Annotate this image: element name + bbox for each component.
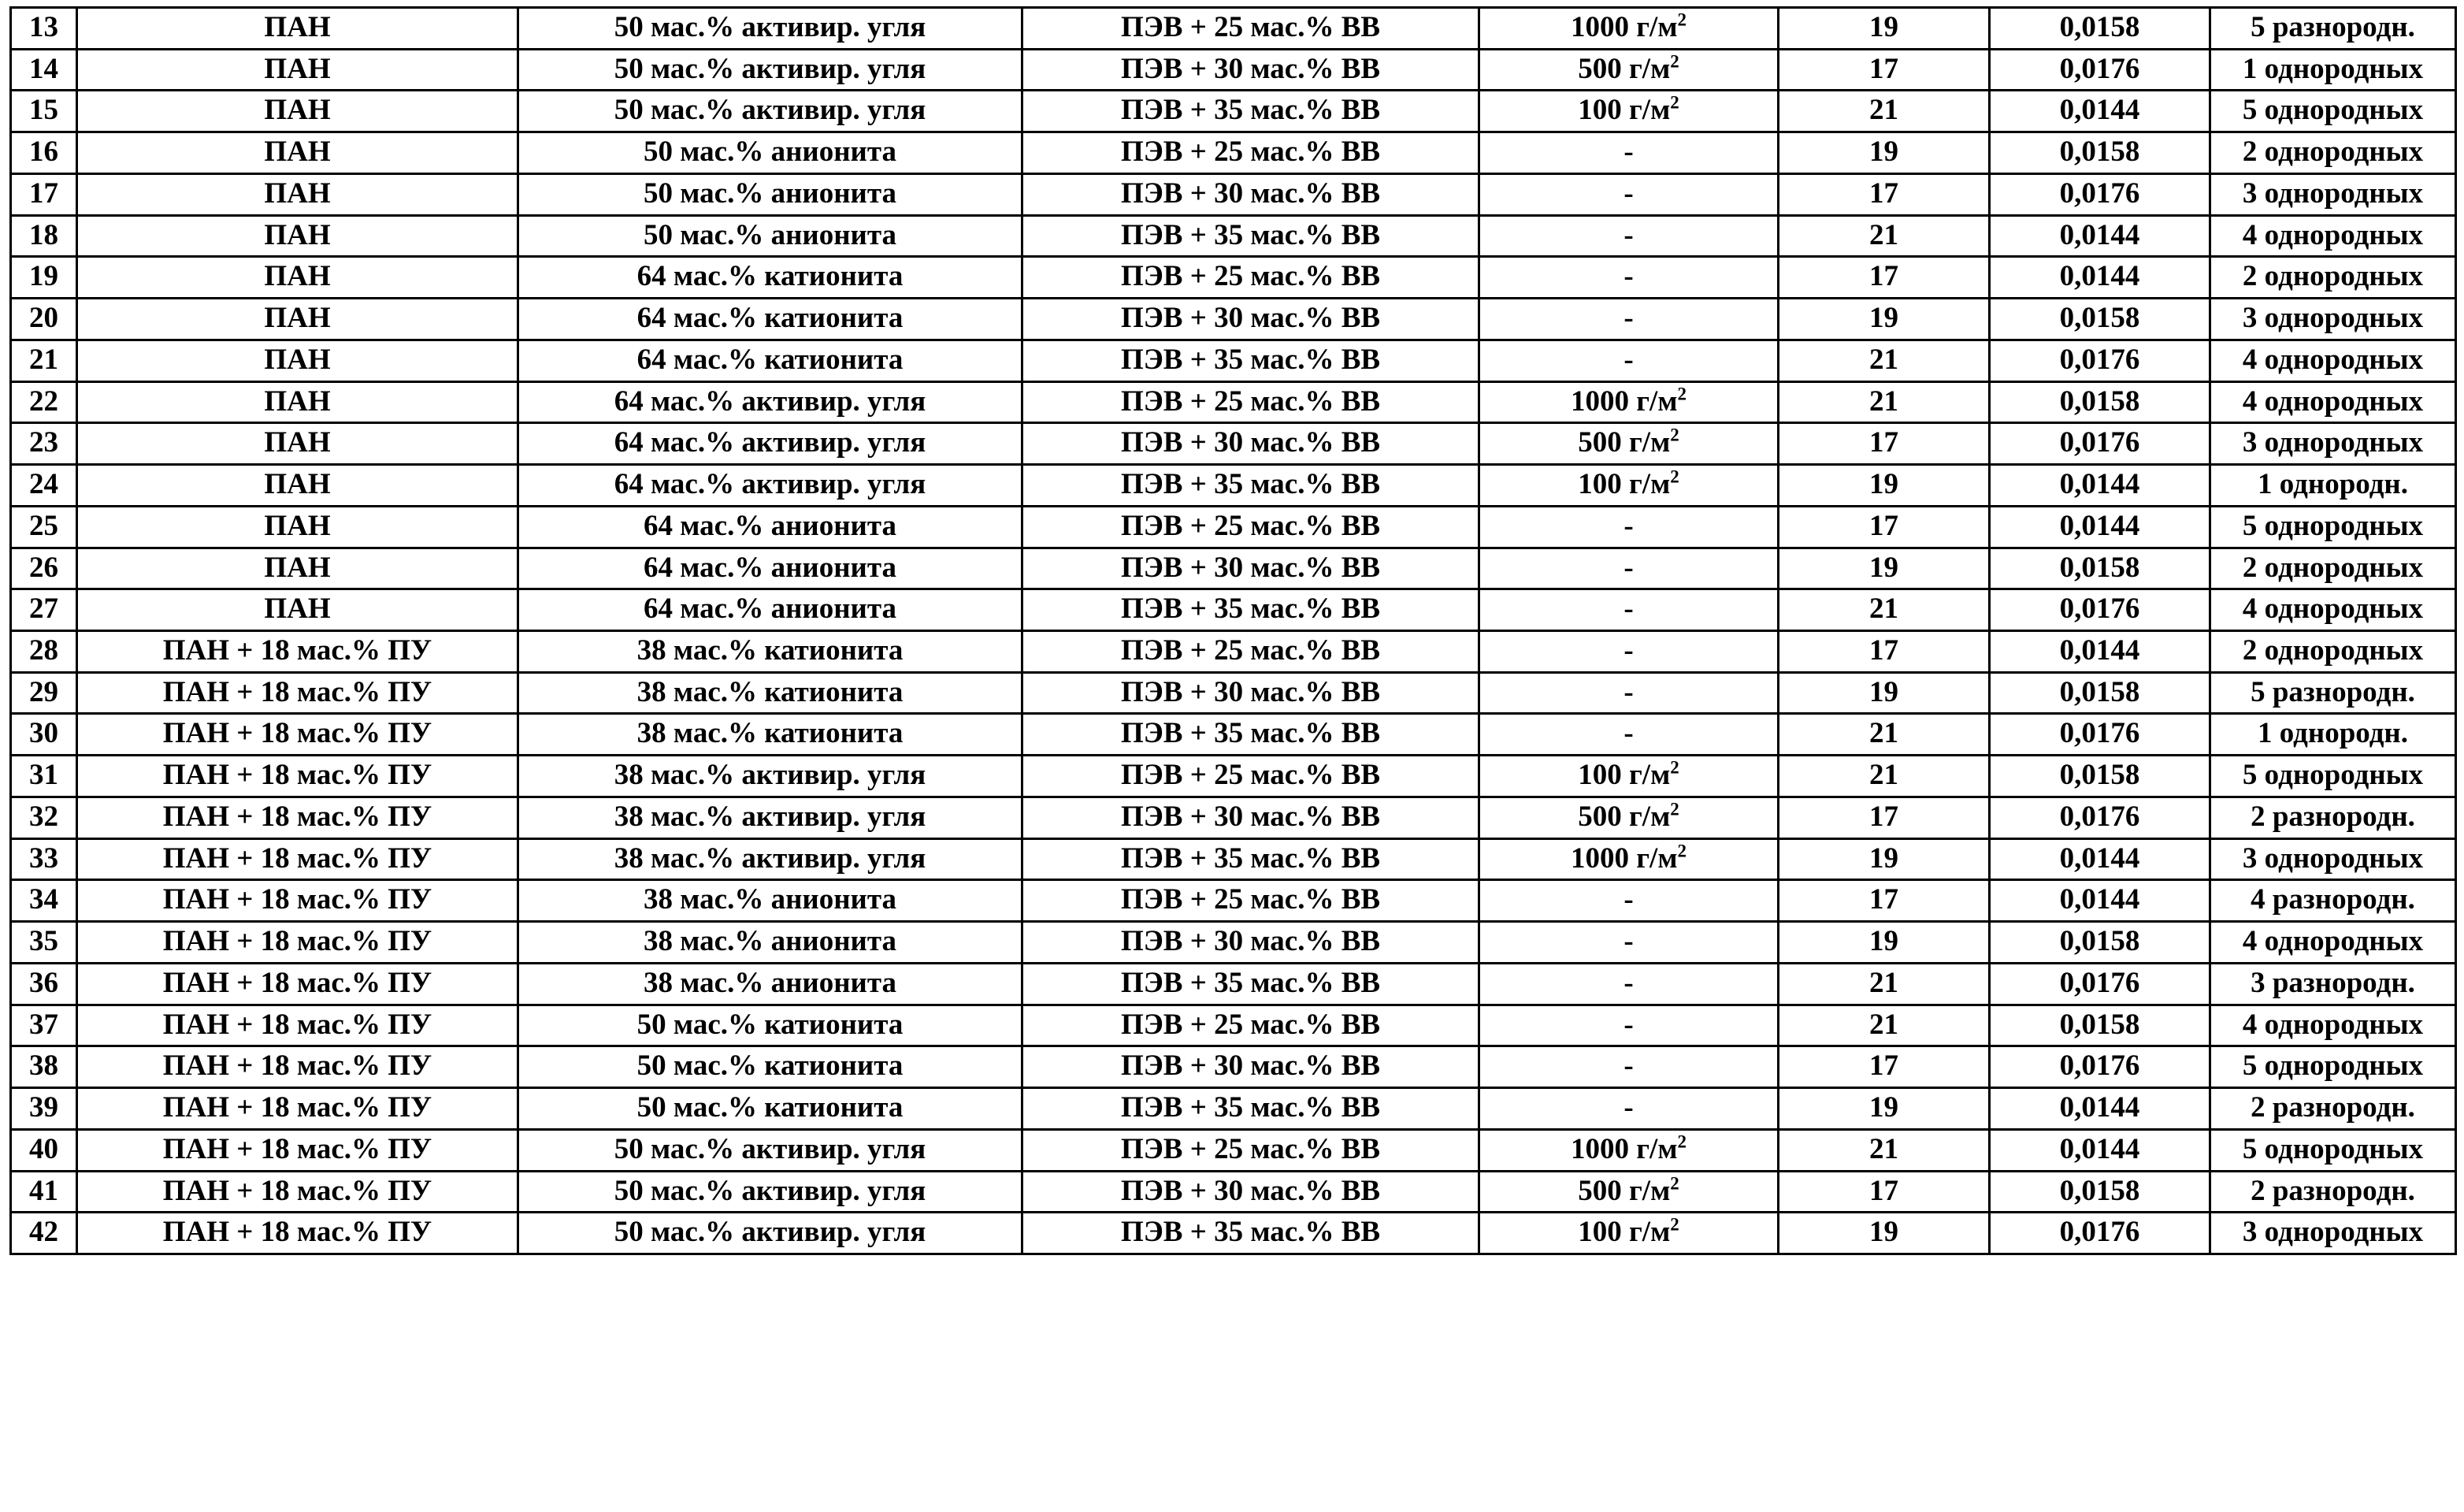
table-cell: 21 bbox=[1779, 589, 1990, 631]
table-cell: 0,0158 bbox=[1990, 299, 2210, 340]
table-cell: 17 bbox=[1779, 880, 1990, 922]
table-cell: 50 мас.% катионита bbox=[518, 1088, 1022, 1130]
table-row bbox=[11, 173, 2456, 215]
table-cell: 0,0144 bbox=[1990, 1129, 2210, 1171]
table-row bbox=[11, 465, 2456, 507]
table-cell: 5 разнородн. bbox=[2210, 672, 2456, 714]
table-cell: 3 разнородн. bbox=[2210, 963, 2456, 1005]
table-cell: 15 bbox=[11, 91, 77, 132]
table-cell: 64 мас.% активир. угля bbox=[518, 465, 1022, 507]
table-cell: 22 bbox=[11, 381, 77, 423]
table-cell: ПАН + 18 мас.% ПУ bbox=[77, 756, 518, 797]
table-cell: 1 однородн. bbox=[2210, 465, 2456, 507]
table-cell: 38 мас.% анионита bbox=[518, 963, 1022, 1005]
table-cell: ПАН bbox=[77, 548, 518, 589]
table-cell: 0,0176 bbox=[1990, 714, 2210, 756]
table-cell: ПАН bbox=[77, 589, 518, 631]
table-cell: 1000 $г/м^2$ bbox=[1479, 838, 1779, 880]
table-row bbox=[11, 132, 2456, 174]
table-cell: 1000 $г/м^2$ bbox=[1479, 1129, 1779, 1171]
table-cell: ПАН bbox=[77, 299, 518, 340]
table-cell: 19 bbox=[1779, 8, 1990, 50]
table-cell: 4 однородных bbox=[2210, 922, 2456, 964]
table-row bbox=[11, 589, 2456, 631]
table-cell: 0,0144 bbox=[1990, 91, 2210, 132]
table-cell: 100 $г/м^2$ bbox=[1479, 756, 1779, 797]
table-cell: 21 bbox=[11, 340, 77, 381]
table-cell: 17 bbox=[1779, 173, 1990, 215]
table-cell: 32 bbox=[11, 797, 77, 838]
table-row bbox=[11, 672, 2456, 714]
table-cell: ПЭВ + 30 мас.% ВВ bbox=[1022, 1046, 1479, 1088]
table-cell: 64 мас.% анионита bbox=[518, 589, 1022, 631]
table-cell: 19 bbox=[1779, 299, 1990, 340]
table-cell: ПАН + 18 мас.% ПУ bbox=[77, 1129, 518, 1171]
table-cell: 500 $г/м^2$ bbox=[1479, 423, 1779, 465]
table-cell: - bbox=[1479, 880, 1779, 922]
table-cell: 28 bbox=[11, 631, 77, 673]
table-row bbox=[11, 340, 2456, 381]
table-row bbox=[11, 1171, 2456, 1213]
table-cell: 0,0158 bbox=[1990, 1171, 2210, 1213]
table-cell: 0,0158 bbox=[1990, 1005, 2210, 1046]
table-cell: 3 однородных bbox=[2210, 838, 2456, 880]
table-cell: 3 однородных bbox=[2210, 173, 2456, 215]
table-cell: 0,0176 bbox=[1990, 49, 2210, 91]
table-cell: - bbox=[1479, 340, 1779, 381]
table-cell: ПАН bbox=[77, 215, 518, 257]
table-cell: 0,0144 bbox=[1990, 838, 2210, 880]
table-cell: ПЭВ + 25 мас.% ВВ bbox=[1022, 756, 1479, 797]
table-cell: 17 bbox=[1779, 1171, 1990, 1213]
table-cell: 1000 $г/м^2$ bbox=[1479, 8, 1779, 50]
table-cell: 19 bbox=[1779, 838, 1990, 880]
table-cell: 2 разнородн. bbox=[2210, 1088, 2456, 1130]
table-cell: 50 мас.% активир. угля bbox=[518, 8, 1022, 50]
table-cell: 0,0144 bbox=[1990, 257, 2210, 299]
table-cell: 19 bbox=[1779, 1088, 1990, 1130]
table-row bbox=[11, 381, 2456, 423]
table-cell: 64 мас.% анионита bbox=[518, 548, 1022, 589]
table-cell: ПЭВ + 35 мас.% ВВ bbox=[1022, 963, 1479, 1005]
table-cell: ПАН bbox=[77, 8, 518, 50]
table-cell: 100 $г/м^2$ bbox=[1479, 1213, 1779, 1254]
table-cell: 35 bbox=[11, 922, 77, 964]
table-cell: 38 мас.% анионита bbox=[518, 880, 1022, 922]
table-cell: 4 однородных bbox=[2210, 1005, 2456, 1046]
table-cell: 13 bbox=[11, 8, 77, 50]
table-cell: ПЭВ + 30 мас.% ВВ bbox=[1022, 1171, 1479, 1213]
table-cell: 24 bbox=[11, 465, 77, 507]
table-cell: 0,0158 bbox=[1990, 756, 2210, 797]
table-cell: ПЭВ + 35 мас.% ВВ bbox=[1022, 465, 1479, 507]
table-cell: - bbox=[1479, 1088, 1779, 1130]
table-row bbox=[11, 49, 2456, 91]
table-cell: 50 мас.% анионита bbox=[518, 173, 1022, 215]
table-cell: 17 bbox=[1779, 1046, 1990, 1088]
table-cell: ПЭВ + 25 мас.% ВВ bbox=[1022, 631, 1479, 673]
table-cell: ПАН bbox=[77, 506, 518, 548]
table-cell: ПАН bbox=[77, 340, 518, 381]
table-cell: - bbox=[1479, 299, 1779, 340]
table-cell: 50 мас.% активир. угля bbox=[518, 1129, 1022, 1171]
document-page bbox=[0, 6, 2464, 1512]
table-cell: 0,0176 bbox=[1990, 963, 2210, 1005]
table-cell: 64 мас.% активир. угля bbox=[518, 381, 1022, 423]
table-cell: ПЭВ + 30 мас.% ВВ bbox=[1022, 672, 1479, 714]
table-cell: ПАН bbox=[77, 91, 518, 132]
table-row bbox=[11, 797, 2456, 838]
table-cell: 38 мас.% катионита bbox=[518, 672, 1022, 714]
table-cell: 19 bbox=[1779, 132, 1990, 174]
table-cell: 1 однородн. bbox=[2210, 714, 2456, 756]
table-cell: 4 однородных bbox=[2210, 381, 2456, 423]
table-cell: 2 однородных bbox=[2210, 132, 2456, 174]
table-cell: ПЭВ + 25 мас.% ВВ bbox=[1022, 8, 1479, 50]
table-cell: 18 bbox=[11, 215, 77, 257]
table-cell: ПЭВ + 25 мас.% ВВ bbox=[1022, 132, 1479, 174]
table-cell: ПЭВ + 35 мас.% ВВ bbox=[1022, 340, 1479, 381]
table-cell: 21 bbox=[1779, 714, 1990, 756]
table-cell: 26 bbox=[11, 548, 77, 589]
table-cell: 50 мас.% анионита bbox=[518, 132, 1022, 174]
table-row bbox=[11, 714, 2456, 756]
table-cell: 38 мас.% анионита bbox=[518, 922, 1022, 964]
table-cell: ПАН bbox=[77, 423, 518, 465]
table-cell: ПЭВ + 25 мас.% ВВ bbox=[1022, 1005, 1479, 1046]
table-cell: 21 bbox=[1779, 215, 1990, 257]
table-cell: 3 однородных bbox=[2210, 423, 2456, 465]
table-cell: 36 bbox=[11, 963, 77, 1005]
table-cell: 0,0158 bbox=[1990, 672, 2210, 714]
table-row bbox=[11, 756, 2456, 797]
table-cell: ПАН + 18 мас.% ПУ bbox=[77, 1088, 518, 1130]
table-cell: 25 bbox=[11, 506, 77, 548]
table-row bbox=[11, 299, 2456, 340]
table-cell: 41 bbox=[11, 1171, 77, 1213]
table-cell: 500 $г/м^2$ bbox=[1479, 1171, 1779, 1213]
table-cell: 33 bbox=[11, 838, 77, 880]
table-cell: ПАН + 18 мас.% ПУ bbox=[77, 1171, 518, 1213]
table-cell: 1 однородных bbox=[2210, 49, 2456, 91]
table-cell: 17 bbox=[1779, 423, 1990, 465]
table-row bbox=[11, 1129, 2456, 1171]
table-cell: ПЭВ + 25 мас.% ВВ bbox=[1022, 880, 1479, 922]
table-cell: 19 bbox=[1779, 465, 1990, 507]
table-cell: 4 однородных bbox=[2210, 340, 2456, 381]
table-cell: ПАН + 18 мас.% ПУ bbox=[77, 838, 518, 880]
table-cell: 30 bbox=[11, 714, 77, 756]
table-cell: 34 bbox=[11, 880, 77, 922]
table-cell: ПАН bbox=[77, 257, 518, 299]
table-cell: 500 $г/м^2$ bbox=[1479, 49, 1779, 91]
table-cell: 2 разнородн. bbox=[2210, 1171, 2456, 1213]
table-cell: 37 bbox=[11, 1005, 77, 1046]
table-cell: 0,0158 bbox=[1990, 132, 2210, 174]
table-cell: 42 bbox=[11, 1213, 77, 1254]
table-cell: 64 мас.% катионита bbox=[518, 340, 1022, 381]
table-cell: 16 bbox=[11, 132, 77, 174]
table-cell: 0,0176 bbox=[1990, 589, 2210, 631]
table-cell: 19 bbox=[1779, 672, 1990, 714]
table-cell: ПЭВ + 35 мас.% ВВ bbox=[1022, 714, 1479, 756]
table-cell: ПЭВ + 35 мас.% ВВ bbox=[1022, 215, 1479, 257]
table-cell: 0,0176 bbox=[1990, 797, 2210, 838]
table-cell: 17 bbox=[1779, 506, 1990, 548]
table-row bbox=[11, 8, 2456, 50]
table-cell: 100 $г/м^2$ bbox=[1479, 91, 1779, 132]
table-cell: 50 мас.% активир. угля bbox=[518, 49, 1022, 91]
table-cell: - bbox=[1479, 506, 1779, 548]
table-cell: 0,0144 bbox=[1990, 506, 2210, 548]
table-cell: 17 bbox=[1779, 257, 1990, 299]
table-cell: - bbox=[1479, 132, 1779, 174]
table-cell: - bbox=[1479, 963, 1779, 1005]
table-cell: 50 мас.% активир. угля bbox=[518, 1171, 1022, 1213]
table-cell: 21 bbox=[1779, 1005, 1990, 1046]
table-cell: 38 мас.% активир. угля bbox=[518, 838, 1022, 880]
table-cell: 38 мас.% активир. угля bbox=[518, 797, 1022, 838]
table-cell: 5 однородных bbox=[2210, 506, 2456, 548]
table-row bbox=[11, 423, 2456, 465]
table-cell: 19 bbox=[11, 257, 77, 299]
table-cell: 21 bbox=[1779, 340, 1990, 381]
table-row bbox=[11, 215, 2456, 257]
table-row bbox=[11, 880, 2456, 922]
table-cell: ПАН bbox=[77, 132, 518, 174]
table-cell: 64 мас.% активир. угля bbox=[518, 423, 1022, 465]
table-cell: 50 мас.% активир. угля bbox=[518, 91, 1022, 132]
table-cell: ПАН bbox=[77, 465, 518, 507]
table-cell: 0,0158 bbox=[1990, 381, 2210, 423]
table-cell: - bbox=[1479, 714, 1779, 756]
table-cell: ПЭВ + 30 мас.% ВВ bbox=[1022, 299, 1479, 340]
table-cell: - bbox=[1479, 589, 1779, 631]
table-cell: - bbox=[1479, 922, 1779, 964]
table-cell: 38 bbox=[11, 1046, 77, 1088]
data-table bbox=[9, 6, 2457, 1255]
table-row bbox=[11, 506, 2456, 548]
table-cell: ПЭВ + 25 мас.% ВВ bbox=[1022, 381, 1479, 423]
table-cell: 38 мас.% активир. угля bbox=[518, 756, 1022, 797]
table-cell: 0,0176 bbox=[1990, 1213, 2210, 1254]
table-cell: ПЭВ + 35 мас.% ВВ bbox=[1022, 91, 1479, 132]
table-cell: 5 однородных bbox=[2210, 1046, 2456, 1088]
table-cell: ПЭВ + 30 мас.% ВВ bbox=[1022, 423, 1479, 465]
table-cell: 5 однородных bbox=[2210, 1129, 2456, 1171]
table-row bbox=[11, 257, 2456, 299]
table-cell: - bbox=[1479, 672, 1779, 714]
table-cell: 14 bbox=[11, 49, 77, 91]
table-cell: 2 однородных bbox=[2210, 631, 2456, 673]
table-row bbox=[11, 548, 2456, 589]
table-cell: - bbox=[1479, 1046, 1779, 1088]
table-cell: 64 мас.% катионита bbox=[518, 257, 1022, 299]
table-cell: ПАН + 18 мас.% ПУ bbox=[77, 797, 518, 838]
table-cell: 19 bbox=[1779, 548, 1990, 589]
table-cell: 3 однородных bbox=[2210, 299, 2456, 340]
table-cell: 0,0144 bbox=[1990, 1088, 2210, 1130]
table-cell: 5 однородных bbox=[2210, 91, 2456, 132]
table-cell: 2 однородных bbox=[2210, 548, 2456, 589]
table-cell: ПЭВ + 25 мас.% ВВ bbox=[1022, 1129, 1479, 1171]
table-cell: 0,0144 bbox=[1990, 465, 2210, 507]
table-cell: 21 bbox=[1779, 963, 1990, 1005]
table-cell: - bbox=[1479, 1005, 1779, 1046]
table-cell: 38 мас.% катионита bbox=[518, 631, 1022, 673]
table-cell: ПАН + 18 мас.% ПУ bbox=[77, 1046, 518, 1088]
table-cell: 20 bbox=[11, 299, 77, 340]
table-cell: 1000 $г/м^2$ bbox=[1479, 381, 1779, 423]
table-cell: ПЭВ + 25 мас.% ВВ bbox=[1022, 506, 1479, 548]
table-cell: 27 bbox=[11, 589, 77, 631]
table-cell: - bbox=[1479, 631, 1779, 673]
table-cell: 23 bbox=[11, 423, 77, 465]
table-cell: 39 bbox=[11, 1088, 77, 1130]
table-cell: 0,0158 bbox=[1990, 548, 2210, 589]
table-cell: - bbox=[1479, 215, 1779, 257]
table-cell: ПЭВ + 30 мас.% ВВ bbox=[1022, 49, 1479, 91]
table-cell: 0,0144 bbox=[1990, 215, 2210, 257]
table-cell: 50 мас.% анионита bbox=[518, 215, 1022, 257]
table-cell: 0,0158 bbox=[1990, 8, 2210, 50]
table-row bbox=[11, 963, 2456, 1005]
table-cell: 50 мас.% катионита bbox=[518, 1005, 1022, 1046]
table-cell: - bbox=[1479, 173, 1779, 215]
table-cell: ПЭВ + 35 мас.% ВВ bbox=[1022, 589, 1479, 631]
table-cell: 21 bbox=[1779, 756, 1990, 797]
table-cell: ПАН + 18 мас.% ПУ bbox=[77, 1213, 518, 1254]
table-cell: 0,0144 bbox=[1990, 631, 2210, 673]
table-cell: 64 мас.% анионита bbox=[518, 506, 1022, 548]
table-row bbox=[11, 922, 2456, 964]
table-cell: ПЭВ + 30 мас.% ВВ bbox=[1022, 173, 1479, 215]
table-cell: ПЭВ + 35 мас.% ВВ bbox=[1022, 838, 1479, 880]
table-cell: 0,0176 bbox=[1990, 340, 2210, 381]
table-cell: ПЭВ + 30 мас.% ВВ bbox=[1022, 797, 1479, 838]
table-cell: ПАН + 18 мас.% ПУ bbox=[77, 631, 518, 673]
table-cell: ПАН + 18 мас.% ПУ bbox=[77, 922, 518, 964]
table-cell: 0,0176 bbox=[1990, 423, 2210, 465]
table-cell: ПАН + 18 мас.% ПУ bbox=[77, 963, 518, 1005]
table-cell: - bbox=[1479, 257, 1779, 299]
table-cell: 19 bbox=[1779, 922, 1990, 964]
table-cell: 31 bbox=[11, 756, 77, 797]
table-cell: ПАН bbox=[77, 49, 518, 91]
table-cell: 3 однородных bbox=[2210, 1213, 2456, 1254]
table-cell: 38 мас.% катионита bbox=[518, 714, 1022, 756]
table-cell: 4 разнородн. bbox=[2210, 880, 2456, 922]
table-cell: 21 bbox=[1779, 91, 1990, 132]
table-cell: ПАН bbox=[77, 381, 518, 423]
table-cell: 17 bbox=[1779, 797, 1990, 838]
table-cell: 64 мас.% катионита bbox=[518, 299, 1022, 340]
table-cell: 2 однородных bbox=[2210, 257, 2456, 299]
table-cell: 5 разнородн. bbox=[2210, 8, 2456, 50]
table-cell: 50 мас.% активир. угля bbox=[518, 1213, 1022, 1254]
table-cell: ПАН + 18 мас.% ПУ bbox=[77, 880, 518, 922]
table-row bbox=[11, 1046, 2456, 1088]
table-row bbox=[11, 631, 2456, 673]
table-row bbox=[11, 1005, 2456, 1046]
table-cell: ПЭВ + 30 мас.% ВВ bbox=[1022, 922, 1479, 964]
table-cell: 50 мас.% катионита bbox=[518, 1046, 1022, 1088]
table-cell: ПАН + 18 мас.% ПУ bbox=[77, 714, 518, 756]
table-body bbox=[11, 8, 2456, 1254]
table-cell: ПЭВ + 25 мас.% ВВ bbox=[1022, 257, 1479, 299]
table-cell: 0,0144 bbox=[1990, 880, 2210, 922]
table-cell: ПАН + 18 мас.% ПУ bbox=[77, 672, 518, 714]
table-row bbox=[11, 838, 2456, 880]
table-cell: 0,0176 bbox=[1990, 173, 2210, 215]
table-cell: 29 bbox=[11, 672, 77, 714]
table-cell: 17 bbox=[11, 173, 77, 215]
table-cell: ПЭВ + 35 мас.% ВВ bbox=[1022, 1088, 1479, 1130]
table-row bbox=[11, 91, 2456, 132]
table-cell: 21 bbox=[1779, 1129, 1990, 1171]
table-cell: 4 однородных bbox=[2210, 589, 2456, 631]
table-cell: ПЭВ + 30 мас.% ВВ bbox=[1022, 548, 1479, 589]
table-row bbox=[11, 1213, 2456, 1254]
table-cell: 0,0158 bbox=[1990, 922, 2210, 964]
table-cell: 19 bbox=[1779, 1213, 1990, 1254]
table-cell: 21 bbox=[1779, 381, 1990, 423]
table-row bbox=[11, 1088, 2456, 1130]
table-cell: 100 $г/м^2$ bbox=[1479, 465, 1779, 507]
table-cell: 4 однородных bbox=[2210, 215, 2456, 257]
table-cell: 17 bbox=[1779, 49, 1990, 91]
table-cell: - bbox=[1479, 548, 1779, 589]
table-cell: ПАН + 18 мас.% ПУ bbox=[77, 1005, 518, 1046]
table-cell: ПАН bbox=[77, 173, 518, 215]
table-cell: 5 однородных bbox=[2210, 756, 2456, 797]
table-cell: ПЭВ + 35 мас.% ВВ bbox=[1022, 1213, 1479, 1254]
table-cell: 2 разнородн. bbox=[2210, 797, 2456, 838]
table-cell: 40 bbox=[11, 1129, 77, 1171]
table-cell: 17 bbox=[1779, 631, 1990, 673]
table-cell: 0,0176 bbox=[1990, 1046, 2210, 1088]
table-cell: 500 $г/м^2$ bbox=[1479, 797, 1779, 838]
